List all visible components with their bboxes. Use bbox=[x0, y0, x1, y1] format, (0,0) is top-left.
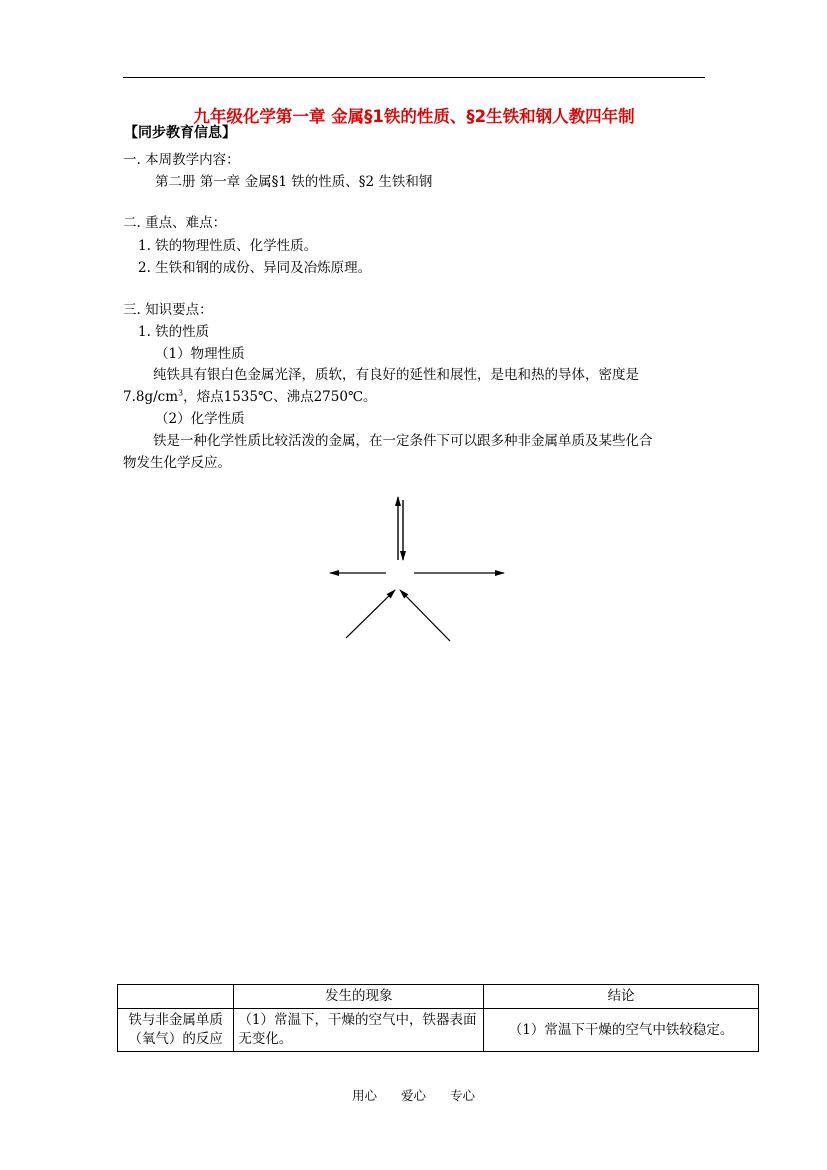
s1-content: 第二册 第一章 金属§1 铁的性质、§2 生铁和钢 bbox=[155, 174, 433, 190]
footer-word: 爱心 bbox=[400, 1088, 426, 1103]
s3-sub-1b: （2）化学性质 bbox=[155, 411, 245, 427]
table-header-cell: 结论 bbox=[484, 985, 759, 1009]
arrow-from-lower-right bbox=[400, 590, 450, 641]
row-label-line-1: 铁与非金属单质 bbox=[128, 1012, 223, 1028]
phenomenon-cell: （1）常温下，干燥的空气中，铁器表面无变化。 bbox=[234, 1009, 484, 1052]
s3-heading: 三. 知识要点： bbox=[123, 302, 213, 318]
arrow-from-lower-left bbox=[346, 590, 395, 638]
table-header-cell bbox=[118, 985, 234, 1009]
footer-word: 用心 bbox=[351, 1088, 377, 1103]
s2-heading: 二. 重点、难点： bbox=[123, 215, 227, 231]
footer-word: 专心 bbox=[449, 1088, 475, 1103]
s3-sub-1: 1. 铁的性质 bbox=[138, 324, 210, 340]
table-header-row bbox=[118, 985, 759, 1009]
conclusion-cell: （1）常温下干燥的空气中铁较稳定。 bbox=[484, 1009, 759, 1052]
density-value: 7.8g/cm bbox=[123, 389, 179, 405]
page-footer bbox=[0, 1086, 827, 1104]
table-row bbox=[118, 1009, 759, 1052]
row-label-line-2: （氧气）的反应 bbox=[128, 1031, 223, 1047]
s2-item-2: 2. 生铁和钢的成份、异同及冶炼原理。 bbox=[138, 260, 372, 276]
s2-item-1: 1. 铁的物理性质、化学性质。 bbox=[138, 238, 318, 254]
s3-sub-1a: （1）物理性质 bbox=[155, 346, 245, 362]
section-header: 【同步教育信息】 bbox=[124, 125, 236, 141]
row-label-cell bbox=[118, 1009, 234, 1052]
document-title: 九年级化学第一章 金属§1铁的性质、§2生铁和钢人教四年制 bbox=[193, 107, 635, 126]
s1-heading: 一. 本周教学内容： bbox=[123, 152, 240, 168]
s3-para-2-line-2: 物发生化学反应。 bbox=[123, 455, 231, 471]
s3-para-2-line-1: 铁是一种化学性质比较活泼的金属，在一定条件下可以跟多种非金属单质及某些化合 bbox=[153, 433, 653, 449]
reaction-table bbox=[117, 984, 759, 1052]
table-header-cell: 发生的现象 bbox=[234, 985, 484, 1009]
density-exponent: 3 bbox=[178, 388, 184, 398]
melting-boiling-text: ，熔点1535℃、沸点2750℃。 bbox=[183, 389, 377, 405]
s3-para-1-line-1: 纯铁具有银白色金属光泽，质软，有良好的延性和展性，是电和热的导体，密度是 bbox=[153, 367, 639, 383]
